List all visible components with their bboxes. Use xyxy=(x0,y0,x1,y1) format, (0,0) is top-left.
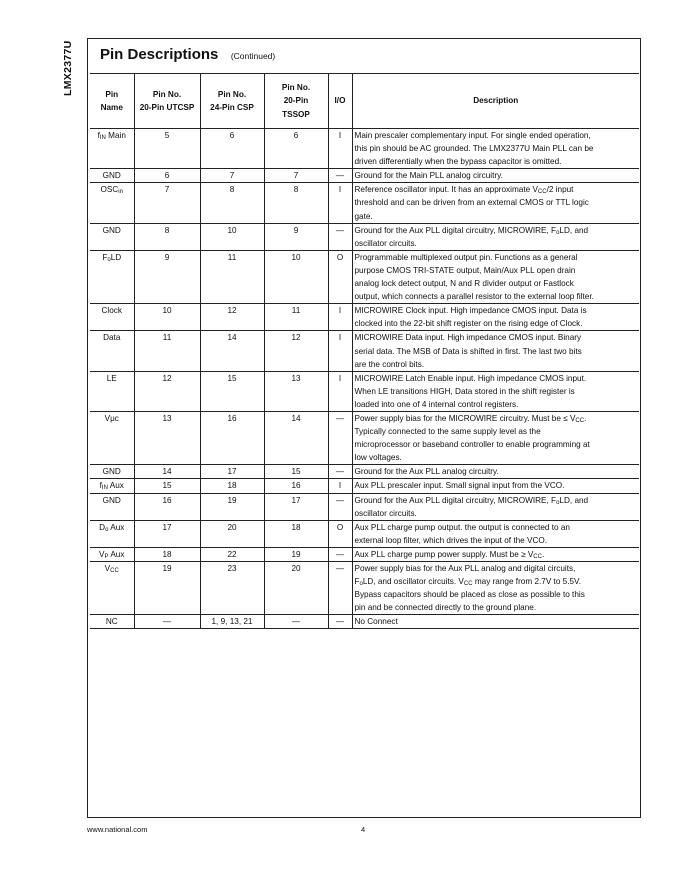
header-line: Pin No. xyxy=(152,89,182,99)
pin-io: — xyxy=(328,547,352,561)
text-part: LD, and oscillator circuits. V xyxy=(362,577,464,587)
pin-name xyxy=(90,169,134,183)
text-part: Aux xyxy=(107,481,124,491)
table-header-row xyxy=(90,74,639,129)
description-line: MICROWIRE Clock input. High impedance CMOS input. Data is xyxy=(354,306,587,316)
pin-name xyxy=(90,465,134,479)
description-line: loaded into one of 4 internal control registers. xyxy=(354,399,519,409)
text-part: GND xyxy=(102,467,121,477)
text-part: Data xyxy=(103,333,121,343)
pin-csp: 10 xyxy=(200,223,264,250)
description-line: oscillator circuits. xyxy=(354,508,417,518)
pin-utcsp: 10 xyxy=(134,304,200,331)
pin-csp: 1, 9, 13, 21 xyxy=(200,615,264,629)
text-part: Ground for the Aux PLL digital circuitry, MICROWIRE, F xyxy=(354,495,557,505)
subscript: o xyxy=(556,229,560,236)
pin-io: I xyxy=(328,183,352,223)
table-row xyxy=(90,465,639,479)
pin-tssop: — xyxy=(264,615,328,629)
header-line: 24-Pin CSP xyxy=(210,103,254,112)
header-line: TSSOP xyxy=(282,109,310,119)
subscript: o xyxy=(105,526,109,533)
pin-table xyxy=(90,73,639,629)
pin-utcsp: 5 xyxy=(134,129,200,169)
description-line: Programmable multiplexed output pin. Functions as a general xyxy=(354,252,578,262)
subscript: o xyxy=(107,256,111,263)
header-io: I/O xyxy=(328,74,352,129)
text-part: GND xyxy=(102,225,121,235)
description-line xyxy=(355,575,638,588)
pin-description xyxy=(352,465,639,479)
pin-description xyxy=(352,331,639,371)
pin-name xyxy=(90,129,134,169)
pin-io: O xyxy=(328,520,352,547)
pin-io: I xyxy=(328,129,352,169)
pin-csp: 19 xyxy=(200,493,264,520)
header-line: Name xyxy=(100,103,123,112)
table-row xyxy=(90,223,639,250)
text-part: Vμc xyxy=(104,413,119,423)
description-line: MICROWIRE Latch Enable input. High impedance CMOS input. xyxy=(354,373,587,383)
table-row xyxy=(90,493,639,520)
description-line: MICROWIRE Data input. High impedance CMOS input. Binary xyxy=(354,333,582,343)
pin-csp: 18 xyxy=(200,479,264,493)
pin-csp: 14 xyxy=(200,331,264,371)
pin-io: I xyxy=(328,304,352,331)
text-part: V xyxy=(104,564,111,573)
pin-utcsp: 17 xyxy=(134,520,200,547)
pin-tssop: 20 xyxy=(264,562,328,615)
description-line: clocked into the 22-bit shift register on the rising edge of Clock. xyxy=(354,319,583,329)
description-line: serial data. The MSB of Data is shifted in first. The last two bits xyxy=(354,346,582,356)
pin-tssop: 10 xyxy=(264,250,328,303)
pin-description xyxy=(352,250,639,303)
table-row xyxy=(90,411,639,464)
pin-name xyxy=(90,371,134,411)
section-title: Pin Descriptions xyxy=(100,46,219,63)
pin-io: O xyxy=(328,250,352,303)
pin-name xyxy=(90,223,134,250)
description-line: Power supply bias for the Aux PLL analog and digital circuits, xyxy=(354,564,576,573)
text-part: Power supply bias for the MICROWIRE circuitry. Must be ≤ V xyxy=(354,413,576,423)
description-line xyxy=(355,494,638,507)
subscript: CC xyxy=(537,189,547,196)
header-line: 20-Pin xyxy=(283,96,309,106)
description-line: pin and be connected directly to the ground plane. xyxy=(354,603,537,613)
description-line: are the control bits. xyxy=(354,359,425,369)
description-line: Typically connected to the same supply level as the xyxy=(354,427,541,437)
text-part: D xyxy=(99,522,106,532)
text-part: LE xyxy=(106,373,117,383)
pin-tssop: 15 xyxy=(264,465,328,479)
pin-csp: 15 xyxy=(200,371,264,411)
text-part: OSC xyxy=(100,185,119,195)
table-row xyxy=(90,479,639,493)
pin-name xyxy=(90,520,134,547)
header-line: Pin xyxy=(105,89,119,99)
pin-io: — xyxy=(328,465,352,479)
description-line xyxy=(355,183,638,196)
pin-utcsp: 11 xyxy=(134,331,200,371)
pin-io: I xyxy=(328,371,352,411)
table-row xyxy=(90,250,639,303)
pin-csp: 6 xyxy=(200,129,264,169)
description-line: Ground for the Aux PLL analog circuitry. xyxy=(354,467,499,477)
text-part: V xyxy=(99,549,105,559)
pin-description xyxy=(352,615,639,629)
pin-io: — xyxy=(328,493,352,520)
pin-utcsp: 15 xyxy=(134,479,200,493)
header-line: Pin No. xyxy=(217,89,247,99)
pin-csp: 12 xyxy=(200,304,264,331)
pin-description xyxy=(352,183,639,223)
description-line: this pin should be AC grounded. The LMX2377U Main PLL can be xyxy=(354,144,594,154)
description-line: external loop filter, which drives the input of the VCO. xyxy=(354,535,548,545)
text-part: LD, and xyxy=(559,225,589,235)
pin-tssop: 19 xyxy=(264,547,328,561)
text-part: f xyxy=(99,481,102,491)
pin-io: I xyxy=(328,331,352,371)
table-row xyxy=(90,183,639,223)
text-part: Aux xyxy=(108,522,125,532)
text-part: Clock xyxy=(101,306,122,316)
header-line: 20-Pin UTCSP xyxy=(139,103,195,112)
header-utcsp xyxy=(134,74,200,129)
text-part: Ground for the Aux PLL digital circuitry, MICROWIRE, F xyxy=(354,225,557,235)
description-line xyxy=(355,412,638,425)
pin-utcsp: 16 xyxy=(134,493,200,520)
pin-description xyxy=(352,223,639,250)
description-line: purpose CMOS TRI-STATE output, Main/Aux PLL open drain xyxy=(354,265,576,275)
pin-tssop: 7 xyxy=(264,169,328,183)
pin-io: — xyxy=(328,411,352,464)
pin-description xyxy=(352,562,639,615)
table-row xyxy=(90,562,639,615)
pin-name xyxy=(90,562,134,615)
text-part: NC xyxy=(105,617,118,627)
pin-name xyxy=(90,250,134,303)
pin-io: — xyxy=(328,562,352,615)
pin-tssop: 8 xyxy=(264,183,328,223)
pin-csp: 8 xyxy=(200,183,264,223)
text-part: GND xyxy=(102,171,121,181)
text-part: F xyxy=(354,577,360,587)
description-line: Ground for the Main PLL analog circuitry. xyxy=(354,171,503,181)
description-line: low voltages. xyxy=(354,453,402,463)
pin-name xyxy=(90,304,134,331)
subscript: o xyxy=(359,581,363,588)
pin-description xyxy=(352,479,639,493)
text-part: GND xyxy=(102,495,121,505)
header-description: Description xyxy=(352,74,639,129)
header-csp xyxy=(200,74,264,129)
description-line: Aux PLL prescaler input. Small signal input from the VCO. xyxy=(354,481,565,491)
description-line: oscillator circuits. xyxy=(354,238,417,248)
pin-utcsp: 9 xyxy=(134,250,200,303)
text-part: Main xyxy=(105,131,126,140)
table-row xyxy=(90,520,639,547)
subscript: in xyxy=(118,189,123,196)
pin-tssop: 16 xyxy=(264,479,328,493)
pin-name xyxy=(90,615,134,629)
part-number: LMX2377U xyxy=(62,40,74,96)
pin-description xyxy=(352,520,639,547)
subscript: P xyxy=(104,553,109,560)
pin-csp: 7 xyxy=(200,169,264,183)
page-number: 4 xyxy=(361,825,366,834)
text-part: Reference oscillator input. It has an approximate V xyxy=(354,185,538,195)
description-line: Aux PLL charge pump output. the output is connected to an xyxy=(354,522,570,532)
text-part: /2 input xyxy=(546,185,574,195)
pin-io: — xyxy=(328,615,352,629)
description-line: microprocessor or baseband controller to enable programming at xyxy=(354,440,590,450)
pin-csp: 11 xyxy=(200,250,264,303)
pin-tssop: 13 xyxy=(264,371,328,411)
subscript: CC xyxy=(533,553,542,560)
pin-utcsp: 8 xyxy=(134,223,200,250)
subscript: CC xyxy=(575,417,585,424)
pin-description xyxy=(352,169,639,183)
pin-utcsp: 6 xyxy=(134,169,200,183)
pin-rows xyxy=(90,129,639,629)
pin-name xyxy=(90,547,134,561)
pin-descriptions-section xyxy=(87,38,641,818)
pin-utcsp: 18 xyxy=(134,547,200,561)
description-line: When LE transitions HIGH, Data stored in the shift register is xyxy=(354,386,575,396)
table-row xyxy=(90,304,639,331)
description-line: gate. xyxy=(354,211,373,221)
pin-csp: 16 xyxy=(200,411,264,464)
pin-description xyxy=(352,371,639,411)
subscript: CC xyxy=(463,581,473,588)
description-line: output, which connects a parallel resistor to the external loop filter. xyxy=(354,292,594,302)
pin-name xyxy=(90,493,134,520)
text-part: LD xyxy=(110,252,122,262)
table-row xyxy=(90,371,639,411)
description-line: analog lock detect output, N and R divider output or Fastlock xyxy=(354,279,574,289)
text-part: LD, and xyxy=(559,495,589,505)
description-line: driven differentially when the bypass capacitor is omitted. xyxy=(354,157,562,167)
subscript: IN xyxy=(101,485,108,492)
pin-utcsp: — xyxy=(134,615,200,629)
pin-name xyxy=(90,183,134,223)
pin-tssop: 6 xyxy=(264,129,328,169)
description-line xyxy=(355,548,638,561)
pin-csp: 22 xyxy=(200,547,264,561)
section-heading xyxy=(100,46,275,64)
description-line: threshold and can be driven from an external CMOS or TTL logic xyxy=(354,198,589,208)
header-tssop xyxy=(264,74,328,129)
pin-name xyxy=(90,411,134,464)
pin-utcsp: 7 xyxy=(134,183,200,223)
header-pin-name xyxy=(90,74,134,129)
pin-io: I xyxy=(328,479,352,493)
continued-note: (Continued) xyxy=(230,51,276,61)
table-row xyxy=(90,129,639,169)
pin-description xyxy=(352,304,639,331)
subscript: CC xyxy=(110,568,119,574)
text-part: . xyxy=(541,549,545,559)
pin-tssop: 9 xyxy=(264,223,328,250)
table-row xyxy=(90,331,639,371)
pin-csp: 23 xyxy=(200,562,264,615)
description-line xyxy=(355,224,638,237)
description-line: No Connect xyxy=(354,617,398,627)
pin-tssop: 11 xyxy=(264,304,328,331)
subscript: IN xyxy=(99,135,106,141)
text-part: F xyxy=(102,252,108,262)
pin-io: — xyxy=(328,169,352,183)
pin-tssop: 18 xyxy=(264,520,328,547)
footer-website: www.national.com xyxy=(87,825,148,834)
pin-csp: 20 xyxy=(200,520,264,547)
text-part: . xyxy=(584,413,587,423)
description-line: Bypass capacitors should be placed as close as possible to this xyxy=(354,590,585,600)
text-part: f xyxy=(97,131,100,140)
pin-csp: 17 xyxy=(200,465,264,479)
text-part: Aux PLL charge pump power supply. Must be ≥ V xyxy=(354,549,534,559)
pin-tssop: 12 xyxy=(264,331,328,371)
description-line: Main prescaler complementary input. For single ended operation, xyxy=(354,131,591,140)
text-part: may range from 2.7V to 5.5V. xyxy=(472,577,582,587)
pin-utcsp: 12 xyxy=(134,371,200,411)
table-row xyxy=(90,547,639,561)
pin-tssop: 14 xyxy=(264,411,328,464)
pin-name xyxy=(90,479,134,493)
text-part: Aux xyxy=(108,549,125,559)
table-row xyxy=(90,169,639,183)
pin-description xyxy=(352,129,639,169)
subscript: o xyxy=(556,499,560,506)
document-side-label xyxy=(62,38,80,98)
pin-description xyxy=(352,411,639,464)
pin-utcsp: 19 xyxy=(134,562,200,615)
table-row xyxy=(90,615,639,629)
pin-io: — xyxy=(328,223,352,250)
pin-description xyxy=(352,493,639,520)
pin-description xyxy=(352,547,639,561)
pin-tssop: 17 xyxy=(264,493,328,520)
pin-utcsp: 13 xyxy=(134,411,200,464)
header-line: Pin No. xyxy=(281,83,311,93)
pin-name xyxy=(90,331,134,371)
pin-utcsp: 14 xyxy=(134,465,200,479)
